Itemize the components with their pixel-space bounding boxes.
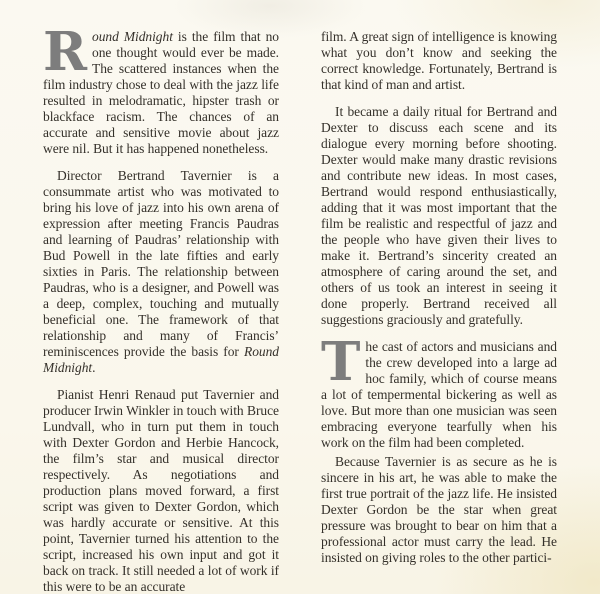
paragraph-opening [43, 21, 279, 157]
paragraph-director [43, 168, 279, 376]
paragraph-text: he cast of actors and musicians and the crew developed into a large ad hoc family, which of course means a lot of tempermental bickering as well as love. But more than one musician was seen embracing everyone tearfully when his work on the film had been completed. [321, 339, 557, 450]
paragraph-pianist [43, 387, 279, 595]
paragraph-text: film. A great sign of intelligence is knowing what you don’t know and seeking the correct knowledge. Fortunately, Bertrand is that kind of man and artist. [321, 29, 557, 92]
dropcap-letter-r: R [43, 21, 87, 83]
paragraph-because-tavernier [321, 454, 557, 566]
paragraph-text: is the film that no one thought would ever be made. The scattered instances when the film industry chose to deal with the jazz life resulted in melodramatic, hipster trash or blackface racism. The chances of an accurate and sensitive movie about jazz were nil. But it has happened nonetheless. [43, 29, 279, 156]
paragraph-continuation [321, 29, 557, 93]
dropcap-letter-t: T [321, 331, 361, 393]
text-column-left [43, 21, 279, 606]
paragraph-text: It became a daily ritual for Bertrand and Dexter to discuss each scene and its dialogue every morning before shooting. Dexter would make many drastic revisions and contribute new ideas. In most cases, Bertrand would respond enthusiastically, adding that it was most important that the film be realistic and respectful of jazz and the people who have given their lives to make it. Bertrand’s sincerity created an atmosphere of caring around the set, and others of us took an interest in seeing it done properly. Bertrand received all suggestions graciously and gratefully. [321, 104, 557, 327]
paragraph-text: Because Tavernier is as secure as he is sincere in his art, he was able to make the first true portrait of the jazz life. He insisted Dexter Gordon be the star when great pressure was brought to bear on him that a professional actor must carry the lead. He insisted on giving roles to the other partici- [321, 454, 557, 565]
paragraph-text: Pianist Henri Renaud put Tavernier and producer Irwin Winkler in touch with Bruce Lundvall, who in turn put them in touch with Dexter Gordon and Herbie Hancock, the film’s star and musical director respectively. As negotiations and production plans moved forward, a first script was given to Dexter Gordon, which was hardly accurate or sensitive. At this point, Tavernier turned his attention to the script, increased his own input and got it back on track. It still needed a lot of work if this were to be an accurate [43, 387, 279, 594]
paragraph-cast [321, 331, 557, 451]
text-column-right [321, 29, 557, 606]
paragraph-text: Director Bertrand Tavernier is a consummate artist who was motivated to bring his love of jazz into his own arena of expression after meeting Francis Paudras and learning of Paudras’ relationship with Bud Powell in the late fifties and early sixties in Paris. The relationship between Paudras, who is a designer, and Powell was a deep, complex, touching and mutually beneficial one. The framework of that relationship and many of Francis’ reminiscences provide the basis for [43, 168, 279, 359]
paragraph-text: . [92, 360, 96, 375]
paragraph-daily-ritual [321, 104, 557, 328]
film-title-italic: Round Midnight [43, 344, 279, 375]
film-title-italic: ound Midnight [92, 29, 173, 44]
